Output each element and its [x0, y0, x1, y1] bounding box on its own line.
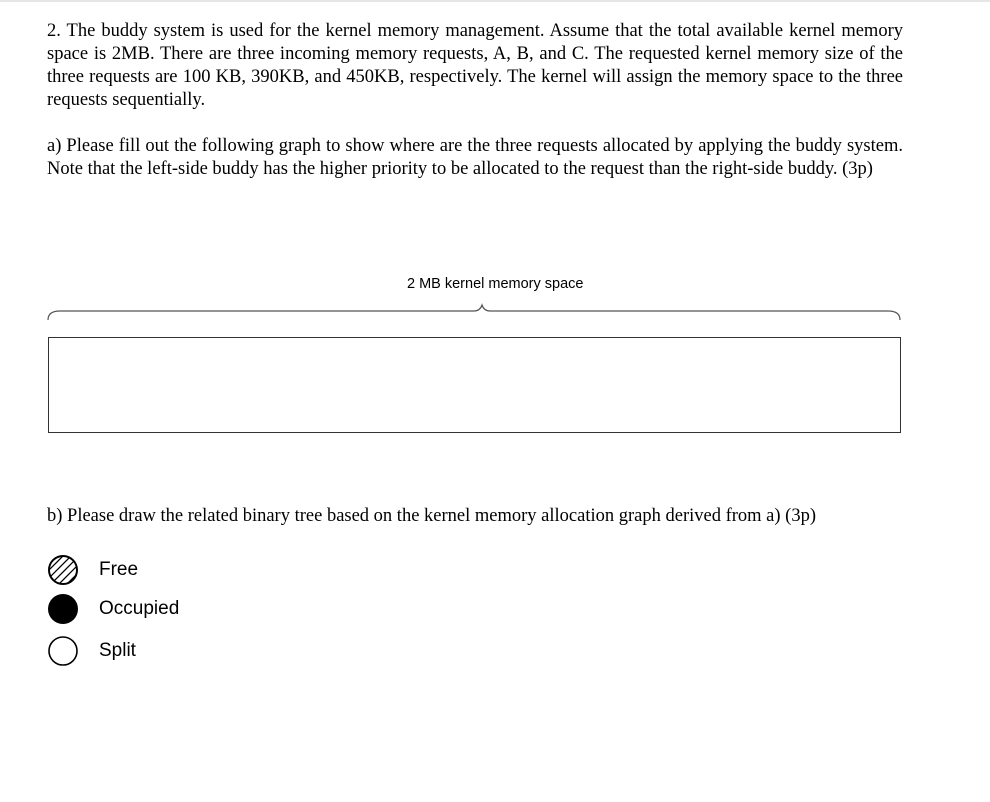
curly-brace: [46, 300, 906, 324]
legend-split-label: Split: [99, 640, 136, 661]
free-circle-icon: [47, 554, 79, 586]
split-circle-icon: [47, 635, 79, 667]
legend-split: [47, 636, 136, 666]
legend-occupied-label: Occupied: [99, 598, 180, 619]
legend-free: [47, 555, 138, 585]
brace-label: 2 MB kernel memory space: [407, 276, 584, 292]
legend-occupied: [47, 594, 179, 624]
legend-free-label: Free: [99, 559, 139, 580]
question-intro: 2. The buddy system is used for the kernel memory management. Assume that the total available kernel memory space is 2MB. There are three incoming memory requests, A, B, and C. The requested kernel memory size of the three requests are 100 KB, 390KB, and 450KB, respectively. The kernel will assign the memory space to the three requests sequentially.: [47, 21, 903, 110]
top-border: [0, 0, 990, 2]
memory-allocation-box[interactable]: [48, 337, 901, 433]
question-part-a: a) Please fill out the following graph to show where are the three requests allocated by applying the buddy system. Note that the left-side buddy has the higher priority to be allocated to the request than the right-side buddy. (3p): [47, 136, 903, 179]
question-part-b: b) Please draw the related binary tree based on the kernel memory allocation graph derived from a) (3p): [47, 506, 816, 526]
occupied-circle-icon: [47, 593, 79, 625]
